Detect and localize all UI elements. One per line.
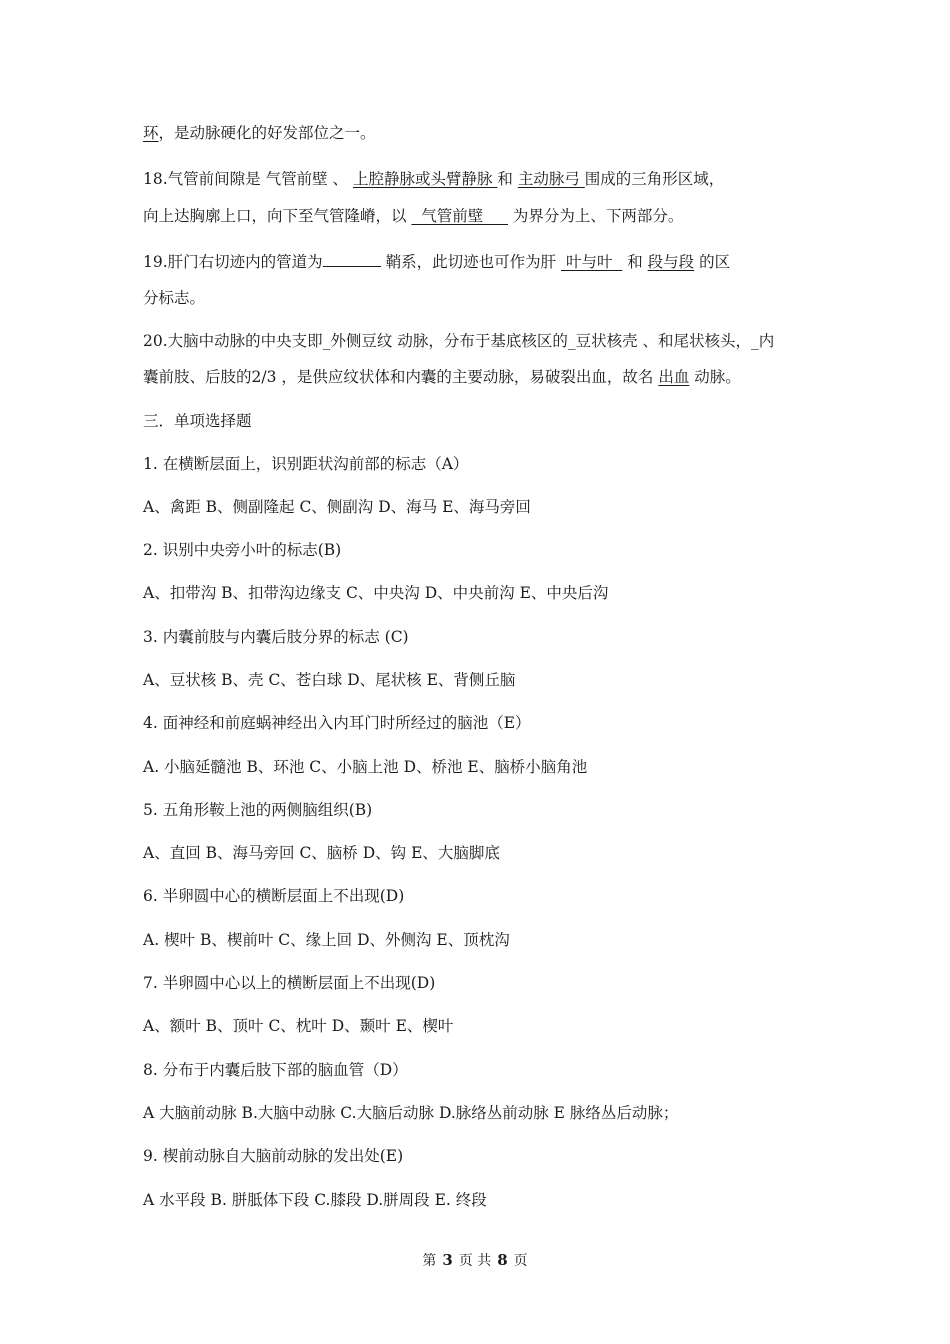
answer-text: 气管前壁 (265, 170, 328, 188)
question-8: 8. 分布于内囊后肢下部的脑血管（D） (143, 1061, 408, 1079)
text: 向上达胸廓上口，向下至气管隆嵴，以 (143, 207, 412, 225)
footer-prefix: 第 (422, 1253, 437, 1269)
text: 、 (327, 170, 353, 188)
fill-line-5 (143, 287, 820, 309)
text: 为界分为上、下两部分。 (507, 207, 684, 225)
options-2: A、扣带沟 B、扣带沟边缘支 C、中央沟 D、中央前沟 E、中央后沟 (143, 584, 609, 602)
fill-line-6 (143, 330, 820, 352)
footer-suffix: 页 (513, 1253, 528, 1269)
fill-line-2 (143, 168, 820, 190)
page-number: 3 (442, 1251, 453, 1269)
answer-text: 上腔静脉或头臂静脉 (352, 170, 498, 188)
question-9: 9. 楔前动脉自大脑前动脉的发出处(E) (143, 1147, 404, 1165)
options-1: A、禽距 B、侧副隆起 C、侧副沟 D、海马 E、海马旁回 (143, 498, 531, 516)
question-3: 3. 内囊前肢与内囊后肢分界的标志 (C) (143, 628, 409, 646)
question-2: 2. 识别中央旁小叶的标志(B) (143, 541, 342, 559)
text: 鞘系，此切迹也可作为肝 (380, 253, 562, 271)
footer-middle: 页 共 (458, 1253, 492, 1269)
question-5: 5. 五角形鞍上池的两侧脑组织(B) (143, 801, 373, 819)
text: 18.气管前间隙是 (143, 170, 266, 188)
answer-blank (323, 250, 381, 267)
text: 围成的三角形区域， (584, 170, 725, 188)
options-3: A、豆状核 B、壳 C、苍白球 D、尾状核 E、背侧丘脑 (143, 671, 516, 689)
fill-line-3 (143, 205, 820, 227)
answer-text: 环 (143, 124, 159, 142)
question-4: 4. 面神经和前庭蜗神经出入内耳门时所经过的脑池（E） (143, 714, 531, 732)
fill-line-7 (143, 366, 820, 388)
section-title: 三．单项选择题 (143, 412, 252, 430)
text: 和 (497, 170, 518, 188)
options-7: A、额叶 B、顶叶 C、枕叶 D、颞叶 E、楔叶 (143, 1017, 454, 1035)
answer-text: 叶与叶 (561, 253, 623, 271)
question-6: 6. 半卵圆中心的横断层面上不出现(D) (143, 887, 405, 905)
answer-text: 段与段 (647, 253, 695, 271)
fill-line-1 (143, 122, 820, 144)
answer-text: 主动脉弓 (517, 170, 585, 188)
options-4: A. 小脑延髓池 B、环池 C、小脑上池 D、桥池 E、脑桥小脑角池 (143, 758, 588, 776)
text: 的区 (694, 253, 731, 271)
answer-text: 气管前壁 (411, 207, 508, 225)
page-footer (0, 1250, 950, 1270)
text: 分标志。 (143, 289, 206, 307)
answer-text: 出血 (658, 368, 690, 386)
options-9: A 水平段 B. 胼胝体下段 C.膝段 D.胼周段 E. 终段 (143, 1191, 487, 1209)
text: 动脉。 (689, 368, 741, 386)
text: ，是动脉硬化的好发部位之一。 (158, 124, 376, 142)
text: 囊前肢、后肢的2/3 ，是供应纹状体和内囊的主要动脉，易破裂出血，故名 (143, 368, 659, 386)
options-8: A 大脑前动脉 B.大脑中动脉 C.大脑后动脉 D.脉络丛前动脉 E 脉络丛后动脉； (143, 1104, 679, 1122)
question-7: 7. 半卵圆中心以上的横断层面上不出现(D) (143, 974, 436, 992)
question-1: 1. 在横断层面上，识别距状沟前部的标志（A） (143, 455, 469, 473)
text: 和 (622, 253, 648, 271)
text: 20.大脑中动脉的中央支即_外侧豆纹 动脉，分布于基底核区的_豆状核壳 、和尾状核头，_内 (143, 332, 775, 350)
total-pages: 8 (497, 1251, 508, 1269)
fill-line-4 (143, 250, 820, 273)
options-5: A、直回 B、海马旁回 C、脑桥 D、钩 E、大脑脚底 (143, 844, 500, 862)
text: 19.肝门右切迹内的管道为 (143, 253, 323, 271)
options-6: A. 楔叶 B、楔前叶 C、缘上回 D、外侧沟 E、顶枕沟 (143, 931, 510, 949)
